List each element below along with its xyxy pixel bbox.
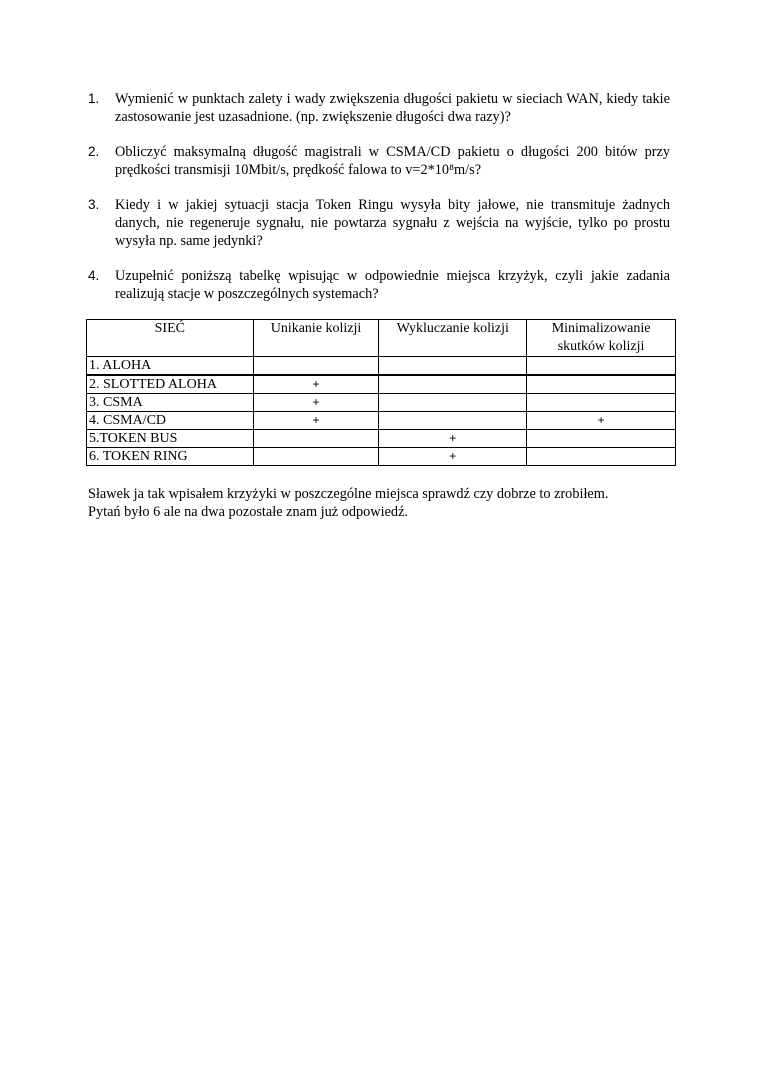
question-item [88,267,670,303]
cell-exclusion [379,357,527,376]
cell-avoidance: + [253,375,379,394]
table-row [87,394,676,412]
table-header-row [87,320,676,357]
network-task-table [86,319,676,466]
question-item [88,143,670,179]
table-row [87,448,676,466]
cell-avoidance: + [253,394,379,412]
cell-exclusion: + [379,448,527,466]
cell-avoidance: + [253,412,379,430]
row-network-name: 2. SLOTTED ALOHA [87,375,254,394]
row-network-name: 4. CSMA/CD [87,412,254,430]
header-collision-avoidance: Unikanie kolizji [253,320,379,357]
question-text: Kiedy i w jakiej sytuacji stacja Token Ringu wysyła bity jałowe, nie transmituje żadnych danych, nie regeneruje sygnału, nie powtarza sygnału z wejścia na wyjście, tylko po prostu wysyła np. same jedynki? [115,197,670,249]
cell-minimization [527,394,676,412]
row-network-name: 5.TOKEN BUS [87,430,254,448]
cell-exclusion [379,394,527,412]
cell-minimization: + [527,412,676,430]
cell-avoidance [253,448,379,466]
header-network: SIEĆ [87,320,254,357]
question-text: Wymienić w punktach zalety i wady zwiększenia długości pakietu w sieciach WAN, kiedy takie zastosowanie jest uzasadnione. (np. zwiększenie długości dwa razy)? [115,91,670,125]
note-line: Sławek ja tak wpisałem krzyżyki w poszczególne miejsca sprawdź czy dobrze to zrobiłem. [88,486,609,502]
header-collision-minimization: Minimalizowanie skutków kolizji [527,320,676,357]
question-text: Uzupełnić poniższą tabelkę wpisując w odpowiednie miejsca krzyżyk, czyli jakie zadania realizują stacje w poszczególnych systemach? [115,268,670,302]
row-network-name: 6. TOKEN RING [87,448,254,466]
question-text: Obliczyć maksymalną długość magistrali w CSMA/CD pakietu o długości 200 bitów przy prędkości transmisji 10Mbit/s, prędkość falowa to v=2*10⁸m/s? [115,144,670,178]
cell-exclusion [379,375,527,394]
cell-avoidance [253,357,379,376]
table-row [87,375,676,394]
question-item [88,90,670,126]
question-list [88,90,670,303]
cell-exclusion: + [379,430,527,448]
table-row [87,430,676,448]
note-line: Pytań było 6 ale na dwa pozostałe znam już odpowiedź. [88,504,408,520]
table-row [87,412,676,430]
cell-avoidance [253,430,379,448]
cell-minimization [527,357,676,376]
question-item [88,196,670,250]
cell-minimization [527,375,676,394]
table-row [87,357,676,376]
question-number: 1. [88,91,100,106]
question-number: 2. [88,144,100,159]
cell-minimization [527,430,676,448]
closing-note [88,485,688,521]
row-network-name: 3. CSMA [87,394,254,412]
cell-exclusion [379,412,527,430]
cell-minimization [527,448,676,466]
header-collision-exclusion: Wykluczanie kolizji [379,320,527,357]
row-network-name: 1. ALOHA [87,357,254,376]
question-number: 4. [88,268,100,283]
question-number: 3. [88,197,100,212]
